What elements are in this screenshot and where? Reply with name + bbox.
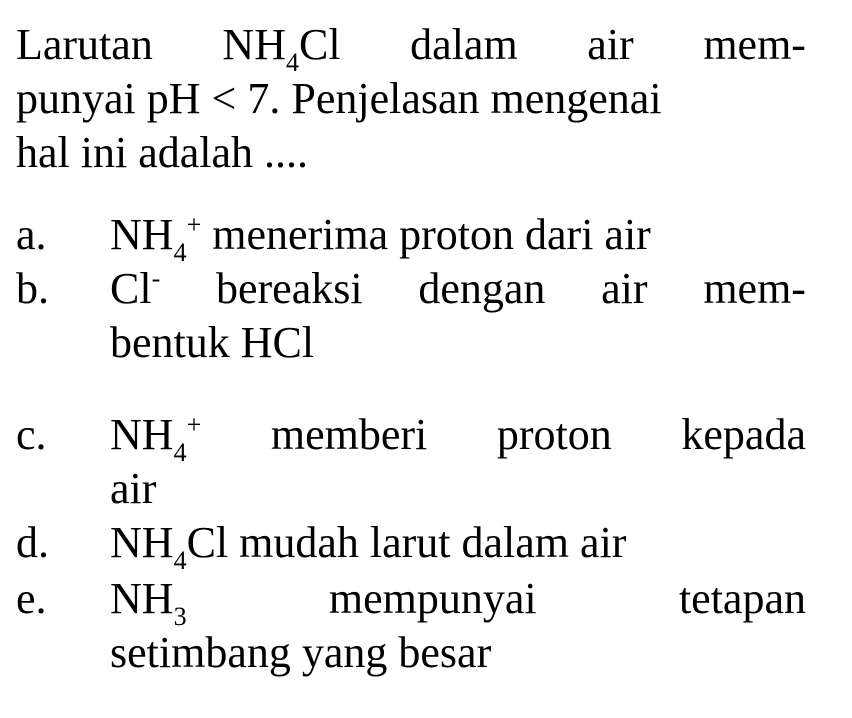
- option-a-letter: a.: [16, 210, 47, 259]
- option-e-letter: e.: [16, 574, 47, 623]
- option-b-letter: b.: [16, 264, 49, 313]
- formula-nh4cl: $NH_4Cl$: [222, 20, 341, 77]
- word-air: air: [587, 20, 634, 69]
- option-c-letter: c.: [16, 410, 47, 459]
- option-d-text: [110, 516, 806, 575]
- option-c-text: [110, 408, 806, 516]
- option-e-row-2: setimbang yang besar: [110, 628, 492, 677]
- question-line-3: hal ini adalah ....: [16, 128, 309, 177]
- option-b-text: [110, 262, 806, 370]
- option-a-row-1: $NH_4^+$ menerima proton dari air: [110, 210, 651, 267]
- word-mem: mem-: [703, 20, 806, 69]
- option-b-row-2: bentuk HCl: [110, 318, 315, 367]
- option-b-row-1: Cl- bereaksi dengan air mem-: [110, 264, 806, 313]
- word-larutan: Larutan: [16, 20, 153, 69]
- option-a-text: [110, 208, 806, 267]
- option-e-row-1: $NH_3$ mempunyai tetapan: [110, 574, 806, 631]
- question-line-2: punyai pH < 7. Penjelasan mengenai: [16, 74, 662, 123]
- option-e-text: [110, 572, 806, 680]
- option-d-letter: d.: [16, 518, 49, 567]
- question-line-1: [16, 18, 806, 77]
- word-dalam: dalam: [410, 20, 518, 69]
- option-d-row-1: $NH_4Cl$ mudah larut dalam air: [110, 518, 627, 575]
- option-c-row-2: air: [110, 464, 157, 513]
- option-c-row-1: $NH_4^+$ memberi proton kepada: [110, 410, 806, 467]
- question-stem: [16, 18, 806, 180]
